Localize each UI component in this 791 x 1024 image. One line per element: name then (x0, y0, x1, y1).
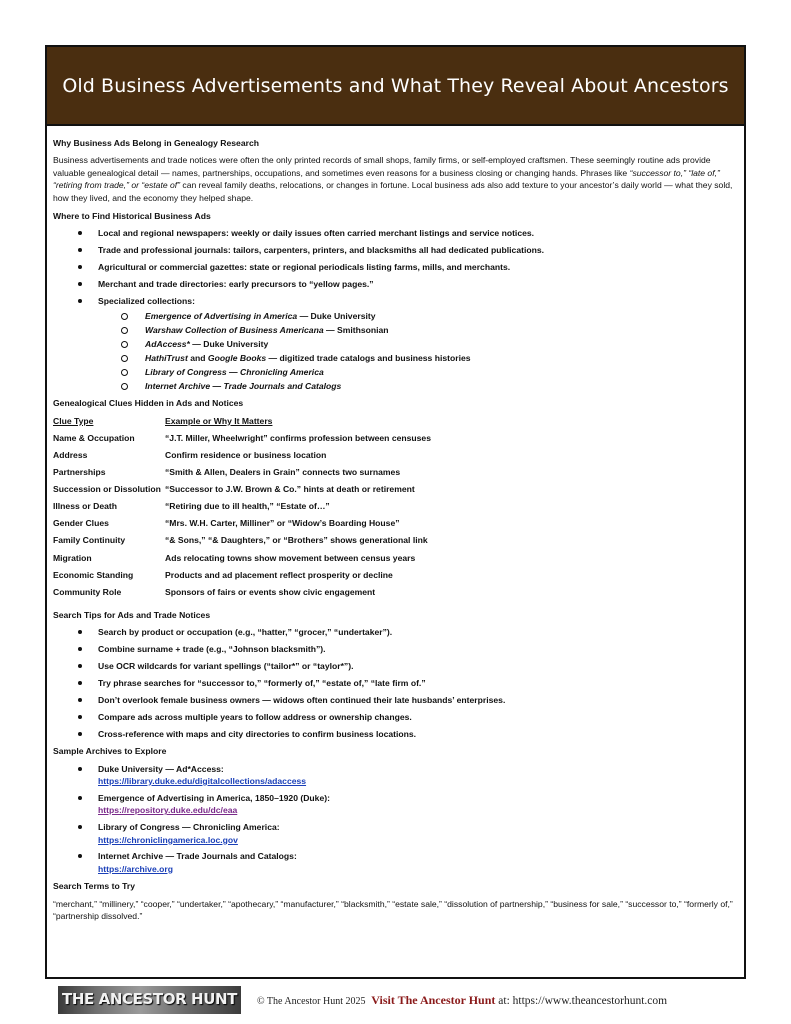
page-footer (58, 986, 748, 1014)
list-item: Don’t overlook female business owners — widows often continued their late husbands’ enterprises. (53, 694, 738, 706)
collection-item: AdAccess* — Duke University (98, 338, 738, 350)
list-item: Agricultural or commercial gazettes: state or regional periodicals listing farms, mills, and merchants. (53, 261, 738, 273)
terms-paragraph: “merchant,” “millinery,” “cooper,” “undertaker,” “apothecary,” “manufacturer,” “blacksmith,” “estate sale,” “dissolution of partnership,” “business for sale,” “successor to,” “formerly of,” “partnership dissolved.” (53, 898, 733, 922)
collection-item: Warshaw Collection of Business Americana — Smithsonian (98, 324, 738, 336)
archive-item: Duke University — Ad*Access: https://library.duke.edu/digitalcollections/adaccess (53, 763, 738, 788)
table-row: Partnerships “Smith & Allen, Dealers in Grain” connects two surnames (53, 467, 401, 478)
collections-list (98, 310, 738, 392)
list-item: Trade and professional journals: tailors, carpenters, printers, and blacksmiths all had dedicated publications. (53, 244, 738, 256)
table-row: Gender Clues “Mrs. W.H. Carter, Milliner” or “Widow’s Boarding House” (53, 518, 400, 529)
document-frame (45, 45, 746, 979)
section-heading-clues: Genealogical Clues Hidden in Ads and Notices (53, 398, 244, 409)
table-row: Community Role Sponsors of fairs or events show civic engagement (53, 586, 376, 597)
archive-link[interactable]: https://repository.duke.edu/dc/eaa (98, 805, 238, 816)
footer-text (257, 993, 667, 1008)
section-heading-terms: Search Terms to Try (53, 881, 135, 892)
visit-link[interactable]: Visit The Ancestor Hunt (371, 992, 496, 1007)
list-item: Merchant and trade directories: early precursors to “yellow pages.” (53, 278, 738, 290)
table-row: Name & Occupation “J.T. Miller, Wheelwright” confirms profession between censuses (53, 432, 431, 443)
why-paragraph: Business advertisements and trade notices were often the only printed records of small shops, family firms, or self-employed craftsmen. These seemingly routine ads provide valuable genealogical detail — names, partnerships, occupations, and sometimes even reasons for a business closing or changing hands. Phrases like “successor to,” “late of,” “retiring from trade,” or “estate of” can reveal family deaths, relocations, or changes in fortune. Local business ads also add texture to your ancestor’s daily world — what they sold, how they lived, and the economy they helped shape. (53, 155, 733, 203)
table-row: Succession or Dissolution “Successor to J.W. Brown & Co.” hints at death or retirement (53, 484, 415, 495)
list-item: Compare ads across multiple years to follow address or ownership changes. (53, 711, 738, 723)
archive-link[interactable]: https://chroniclingamerica.loc.gov (98, 834, 238, 845)
where-list (53, 227, 738, 392)
collection-item: Internet Archive — Trade Journals and Catalogs (98, 380, 738, 392)
list-item: Combine surname + trade (e.g., “Johnson blacksmith”). (53, 643, 738, 655)
footer-url: at: https://www.theancestorhunt.com (495, 994, 668, 1007)
logo-text: THE ANCESTOR HUNT (62, 990, 237, 1008)
archives-list (53, 763, 738, 876)
collection-item: Library of Congress — Chronicling America (98, 366, 738, 378)
title-banner (47, 47, 744, 126)
column-header: Example or Why It Matters (165, 415, 273, 426)
copyright: © The Ancestor Hunt 2025 (257, 995, 366, 1007)
list-item: Local and regional newspapers: weekly or daily issues often carried merchant listings and service notices. (53, 227, 738, 239)
section-heading-archives: Sample Archives to Explore (53, 746, 167, 757)
table-row: Family Continuity “& Sons,” “& Daughters,” or “Brothers” shows generational link (53, 535, 428, 546)
section-heading-why: Why Business Ads Belong in Genealogy Research (53, 138, 259, 148)
collection-item: Emergence of Advertising in America — Duke University (98, 310, 738, 322)
list-item: Cross-reference with maps and city directories to confirm business locations. (53, 728, 738, 740)
list-item: Use OCR wildcards for variant spellings (“tailor*” or “taylor*”). (53, 660, 738, 672)
page-title: Old Business Advertisements and What They Reveal About Ancestors (62, 74, 729, 97)
table-header-row (53, 415, 431, 432)
list-item: Try phrase searches for “successor to,” “formerly of,” “estate of,” “late firm of.” (53, 677, 738, 689)
key-phrases: “successor to,” “late of,” “retiring from trade,” or “estate of” (53, 167, 720, 191)
archive-link[interactable]: https://archive.org (98, 863, 173, 874)
section-heading-where: Where to Find Historical Business Ads (53, 211, 211, 222)
list-item: Search by product or occupation (e.g., “hatter,” “grocer,” “undertaker”). (53, 626, 738, 638)
archive-item: Library of Congress — Chronicling America: https://chroniclingamerica.loc.gov (53, 821, 738, 846)
collection-item: HathiTrust and Google Books — digitized trade catalogs and business histories (98, 352, 738, 364)
table-row: Migration Ads relocating towns show movement between census years (53, 552, 416, 563)
document-body (47, 126, 744, 922)
table-row: Address Confirm residence or business location (53, 450, 327, 460)
archive-item: Emergence of Advertising in America, 1850–1920 (Duke): https://repository.duke.edu/dc/eaa (53, 792, 738, 817)
ancestor-hunt-logo (58, 986, 241, 1014)
section-heading-tips: Search Tips for Ads and Trade Notices (53, 609, 211, 620)
table-row: Economic Standing Products and ad placement reflect prosperity or decline (53, 569, 393, 580)
list-item-collections: Specialized collections: Emergence of Advertising in America — Duke University Warshaw Collection of Business Americana — Smithsonian AdAccess* — Duke University HathiTrust and Google Books — digitized trade catalogs and business histories Library of Congress — Chronicling America Internet Archive — Trade Journals and Catalogs (53, 295, 738, 392)
table-row: Illness or Death “Retiring due to ill health,” “Estate of…” (53, 501, 330, 512)
column-header: Clue Type (53, 415, 94, 426)
archive-item: Internet Archive — Trade Journals and Catalogs: https://archive.org (53, 850, 738, 875)
clues-table (53, 415, 431, 603)
tips-list (53, 626, 738, 740)
archive-link[interactable]: https://library.duke.edu/digitalcollections/adaccess (98, 775, 307, 786)
